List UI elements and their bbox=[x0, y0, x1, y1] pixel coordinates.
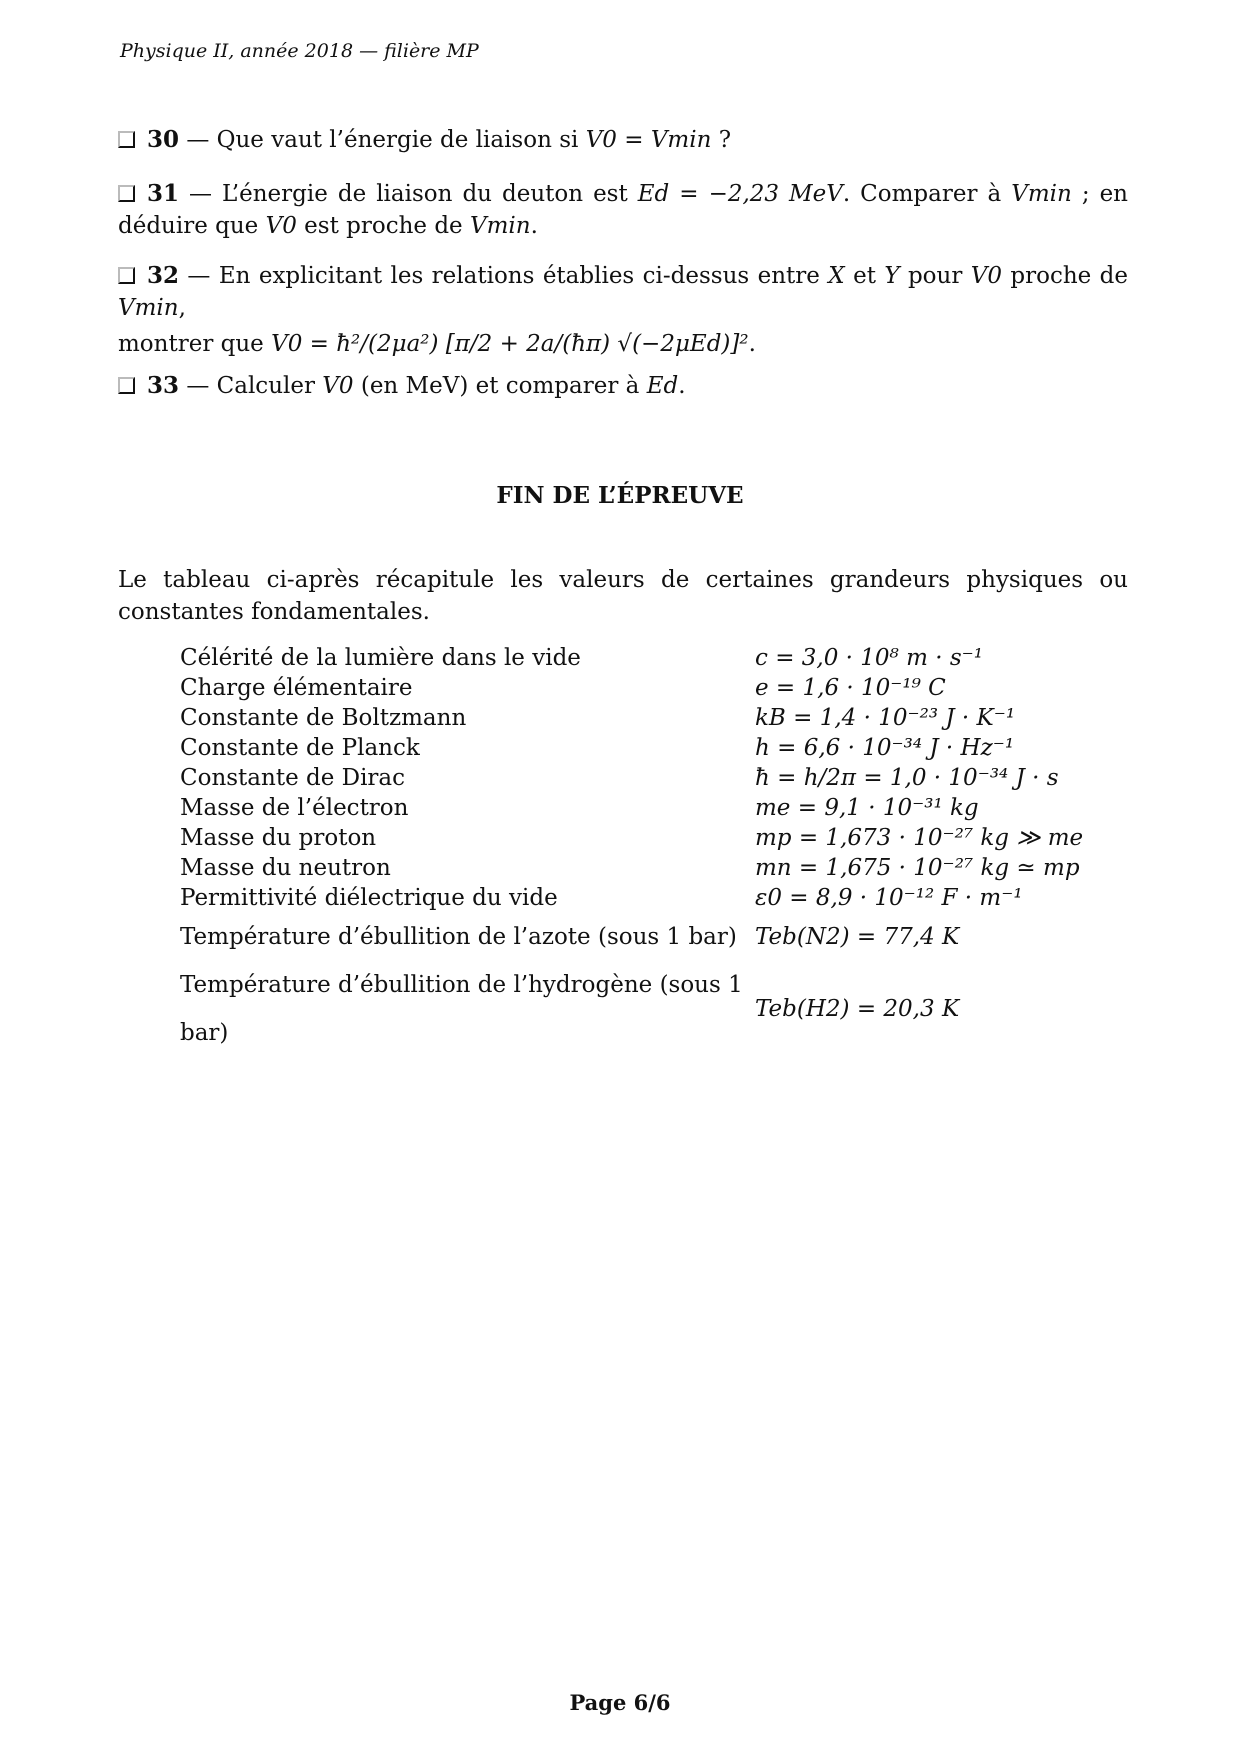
table-row bbox=[180, 763, 1083, 793]
table-row bbox=[180, 793, 1083, 823]
running-header: Physique II, année 2018 — filière MP bbox=[120, 40, 479, 62]
constant-name: Température d’ébullition de l’hydrogène (sous 1 bar) bbox=[180, 972, 743, 1046]
question-number: 33 bbox=[147, 372, 180, 399]
question-text: En explicitant les relations établies ci-dessus entre bbox=[218, 263, 820, 289]
table-row bbox=[180, 913, 1083, 961]
constant-name: Masse de l’électron bbox=[180, 795, 409, 821]
math-v0: V0 bbox=[322, 373, 354, 399]
constant-name: Masse du proton bbox=[180, 825, 377, 851]
em-dash: — bbox=[189, 181, 213, 207]
constant-value: c = 3,0 · 10⁸ m · s⁻¹ bbox=[755, 645, 983, 671]
constant-value: mn = 1,675 · 10⁻²⁷ kg ≃ mp bbox=[755, 855, 1080, 881]
question-text: ? bbox=[718, 127, 732, 153]
end-of-exam-heading: FIN DE L’ÉPREUVE bbox=[496, 482, 744, 509]
math-vmin: Vmin bbox=[469, 213, 531, 239]
constant-name: Constante de Planck bbox=[180, 735, 420, 761]
question-text: Que vaut l’énergie de liaison si bbox=[216, 127, 579, 153]
question-text: proche de bbox=[1010, 263, 1128, 289]
constant-name: Constante de Boltzmann bbox=[180, 705, 467, 731]
checkbox-icon bbox=[118, 185, 135, 202]
question-text: pour bbox=[907, 263, 963, 289]
checkbox-icon bbox=[118, 267, 135, 284]
table-row bbox=[180, 853, 1083, 883]
question-33 bbox=[118, 370, 1128, 402]
question-number: 30 bbox=[147, 126, 180, 153]
page-number: Page 6/6 bbox=[569, 1690, 671, 1715]
constant-name: Célérité de la lumière dans le vide bbox=[180, 645, 581, 671]
math-x: X bbox=[828, 263, 845, 289]
table-row bbox=[180, 643, 1083, 673]
question-30 bbox=[118, 124, 1128, 156]
constant-value: h = 6,6 · 10⁻³⁴ J · Hz⁻¹ bbox=[755, 735, 1015, 761]
constants-intro: Le tableau ci-après récapitule les valeurs de certaines grandeurs physiques ou constantes fondamentales. bbox=[118, 567, 1128, 625]
question-number: 31 bbox=[147, 180, 180, 207]
question-text: montrer que bbox=[118, 331, 264, 357]
math-ed-value: Ed = −2,23 MeV bbox=[637, 181, 843, 207]
question-text: ; en déduire que bbox=[118, 181, 1128, 239]
constant-name: Permittivité diélectrique du vide bbox=[180, 885, 558, 911]
table-row bbox=[180, 733, 1083, 763]
question-text: et bbox=[853, 263, 876, 289]
question-text: . bbox=[530, 213, 538, 239]
math-vmin: Vmin bbox=[118, 295, 179, 321]
constant-value: kB = 1,4 · 10⁻²³ J · K⁻¹ bbox=[755, 705, 1016, 731]
table-row bbox=[180, 823, 1083, 853]
checkbox-icon bbox=[118, 377, 135, 394]
checkbox-icon bbox=[118, 131, 135, 148]
table-row bbox=[180, 673, 1083, 703]
question-text: . bbox=[678, 373, 686, 399]
constant-value: ħ = h/2π = 1,0 · 10⁻³⁴ J · s bbox=[755, 765, 1059, 791]
math-v0: V0 bbox=[970, 263, 1002, 289]
formula: V0 = ħ²/(2μa²) [π/2 + 2a/(ħπ) √(−2μEd)]² bbox=[271, 331, 749, 357]
question-32: 32 — En explicitant les relations établies ci-dessus entre X et Y pour V0 proche de Vmin, montrer que V0 = ħ²/(2μa²) [π/2 + 2a/(ħπ) √(−2μEd)]². bbox=[118, 262, 1128, 357]
question-text: (en MeV) et comparer à bbox=[360, 373, 640, 399]
em-dash: — bbox=[186, 127, 210, 153]
constant-value: me = 9,1 · 10⁻³¹ kg bbox=[755, 795, 979, 821]
constants-table bbox=[180, 643, 1083, 1057]
math-v0: V0 bbox=[265, 213, 297, 239]
question-text: . Comparer à bbox=[842, 181, 1002, 207]
question-text: est proche de bbox=[304, 213, 463, 239]
question-text: Calculer bbox=[216, 373, 315, 399]
constant-value: Teb(H2) = 20,3 K bbox=[755, 996, 960, 1022]
em-dash: — bbox=[186, 373, 210, 399]
math-v0-eq-vmin: V0 = Vmin bbox=[585, 127, 712, 153]
em-dash: — bbox=[187, 263, 211, 289]
constant-name: Charge élémentaire bbox=[180, 675, 413, 701]
table-row bbox=[180, 703, 1083, 733]
constant-value: ε0 = 8,9 · 10⁻¹² F · m⁻¹ bbox=[755, 885, 1023, 911]
math-vmin: Vmin bbox=[1011, 181, 1072, 207]
constant-name: Constante de Dirac bbox=[180, 765, 406, 791]
question-number: 32 bbox=[147, 262, 180, 289]
constant-value: Teb(N2) = 77,4 K bbox=[755, 924, 960, 950]
constant-value: e = 1,6 · 10⁻¹⁹ C bbox=[755, 675, 946, 701]
constant-value: mp = 1,673 · 10⁻²⁷ kg ≫ me bbox=[755, 825, 1084, 851]
math-y: Y bbox=[884, 263, 900, 289]
question-text: L’énergie de liaison du deuton est bbox=[222, 181, 628, 207]
constant-name: Masse du neutron bbox=[180, 855, 391, 881]
table-row bbox=[180, 883, 1083, 913]
question-31 bbox=[118, 178, 1128, 242]
math-ed: Ed bbox=[646, 373, 679, 399]
table-row bbox=[180, 961, 1083, 1057]
constant-name: Température d’ébullition de l’azote (sous 1 bar) bbox=[180, 924, 737, 950]
